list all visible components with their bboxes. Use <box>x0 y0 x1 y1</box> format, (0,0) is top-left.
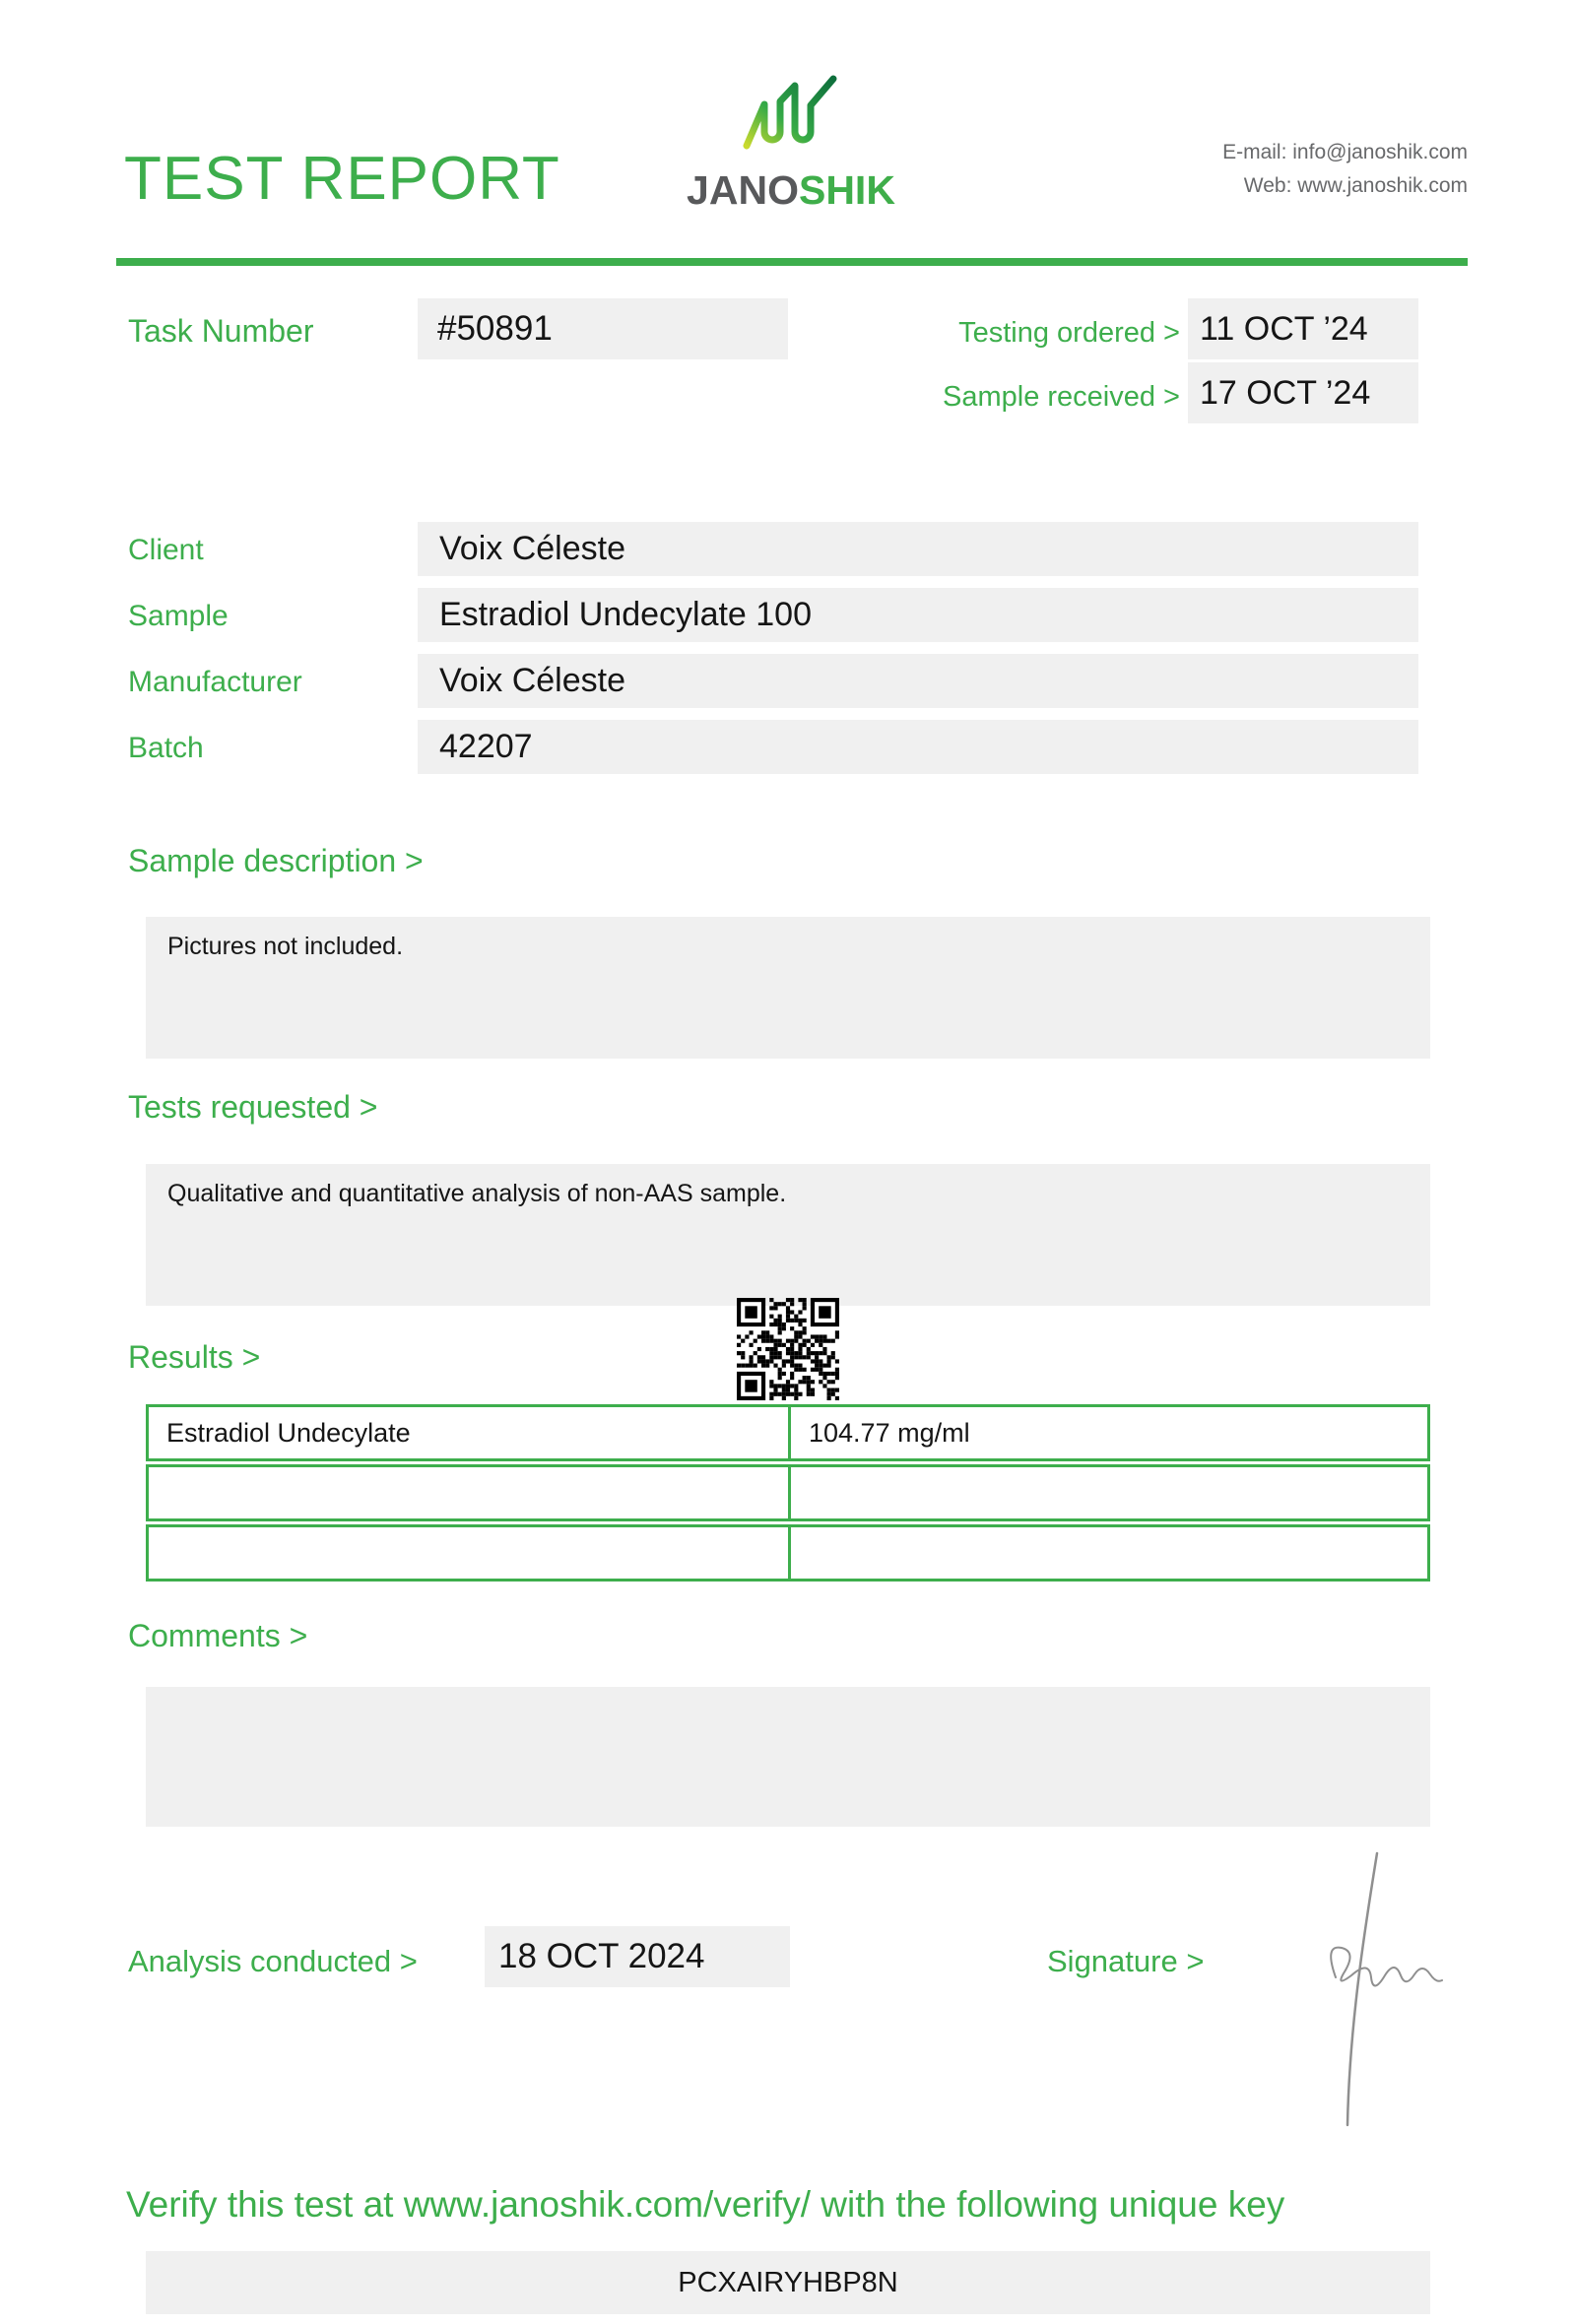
result-analyte <box>149 1467 791 1518</box>
results-heading: Results > <box>128 1339 261 1375</box>
testing-ordered-label: Testing ordered > <box>958 317 1180 349</box>
result-value <box>791 1527 1427 1579</box>
sample-description-heading: Sample description > <box>128 843 424 878</box>
task-number-value: #50891 <box>418 298 788 359</box>
client-label: Client <box>128 534 204 566</box>
batch-label: Batch <box>128 732 204 764</box>
contact-block <box>1222 136 1468 203</box>
sample-label: Sample <box>128 600 229 632</box>
result-value: 104.77 mg/ml <box>809 1418 970 1448</box>
client-value: Voix Céleste <box>418 522 1418 576</box>
contact-web-line <box>1222 169 1468 203</box>
testing-ordered-value: 11 OCT ’24 <box>1188 298 1418 359</box>
web-label: Web: <box>1243 174 1292 197</box>
page-title: TEST REPORT <box>124 145 560 213</box>
wordmark-shik: SHIK <box>798 167 895 213</box>
wordmark-jano: JANO <box>687 167 799 213</box>
sample-received-value: 17 OCT ’24 <box>1188 362 1418 423</box>
header-divider <box>116 258 1468 266</box>
analysis-conducted-label: Analysis conducted > <box>128 1944 418 1978</box>
janoshik-wordmark <box>676 167 906 214</box>
sample-value: Estradiol Undecylate 100 <box>418 588 1418 642</box>
result-analyte <box>149 1527 791 1579</box>
result-value <box>791 1467 1427 1518</box>
verify-key: PCXAIRYHBP8N <box>146 2251 1430 2314</box>
result-analyte: Estradiol Undecylate <box>149 1407 791 1458</box>
task-number-label: Task Number <box>128 313 314 349</box>
email-value: info@janoshik.com <box>1292 141 1468 163</box>
comments-heading: Comments > <box>128 1618 308 1653</box>
table-row <box>146 1524 1430 1582</box>
qr-code <box>737 1298 839 1400</box>
comments-body <box>146 1687 1430 1827</box>
batch-value: 42207 <box>418 720 1418 774</box>
tests-requested-body: Qualitative and quantitative analysis of non-AAS sample. <box>146 1164 1430 1306</box>
sample-received-label: Sample received > <box>943 381 1180 413</box>
signature-mark <box>1251 1847 1448 2133</box>
janoshik-logo-icon <box>739 75 841 173</box>
analysis-date-value: 18 OCT 2024 <box>485 1926 790 1987</box>
contact-email-line <box>1222 136 1468 169</box>
manufacturer-label: Manufacturer <box>128 666 302 698</box>
signature-label: Signature > <box>1047 1944 1205 1978</box>
sample-description-body: Pictures not included. <box>146 917 1430 1059</box>
email-label: E-mail: <box>1222 141 1287 163</box>
tests-requested-heading: Tests requested > <box>128 1089 378 1125</box>
results-table <box>146 1404 1430 1584</box>
verify-instruction: Verify this test at www.janoshik.com/verify/ with the following unique key <box>126 2184 1285 2225</box>
manufacturer-value: Voix Céleste <box>418 654 1418 708</box>
table-row <box>146 1464 1430 1521</box>
web-value: www.janoshik.com <box>1297 174 1468 197</box>
table-row <box>146 1404 1430 1461</box>
